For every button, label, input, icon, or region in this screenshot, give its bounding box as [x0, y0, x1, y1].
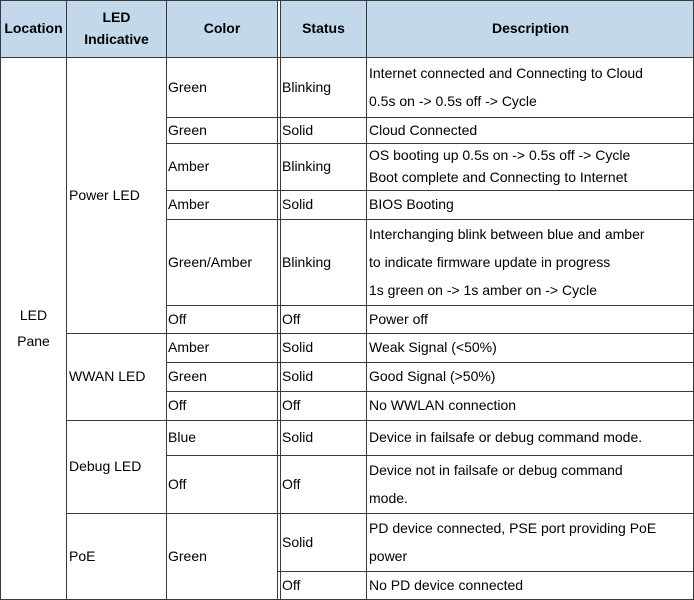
row-12-status-text: Solid — [282, 533, 314, 550]
row-10-status — [280, 420, 367, 455]
row-9-color-text: Off — [168, 397, 187, 414]
row-5-color — [166, 219, 278, 305]
row-3-status — [280, 143, 367, 190]
row-11-desc-line2: mode. — [369, 490, 408, 506]
header-color — [166, 0, 278, 57]
row-12-desc-line2: power — [369, 548, 408, 564]
row-5-desc-line1: Interchanging blink between blue and amber — [369, 226, 645, 242]
row-6-color — [166, 305, 278, 333]
location-line1: LED — [19, 307, 48, 324]
row-10-color — [166, 420, 278, 455]
row-10-color-text: Blue — [168, 429, 197, 446]
grid-line — [366, 0, 367, 600]
row-8-color — [166, 362, 278, 391]
row-4-desc-line1: BIOS Booting — [369, 196, 454, 213]
grid-line — [277, 0, 281, 600]
row-6-status — [280, 305, 367, 333]
row-6-desc-line1: Power off — [369, 310, 428, 327]
row-3-description — [367, 143, 694, 190]
row-1-desc-line1: Internet connected and Connecting to Cloud — [369, 65, 643, 81]
row-11-status — [280, 455, 367, 513]
row-7-status — [280, 333, 367, 362]
grid-line — [166, 117, 694, 118]
row-7-color — [166, 333, 278, 362]
grid-line — [166, 190, 694, 191]
row-2-description — [367, 117, 694, 143]
row-8-description — [367, 362, 694, 391]
location-line2: Pane — [17, 332, 50, 349]
row-11-color-text: Off — [168, 475, 187, 492]
grid-line — [166, 219, 694, 220]
row-10-description — [367, 420, 694, 455]
row-7-color-text: Amber — [168, 339, 210, 356]
row-1-status — [280, 57, 367, 117]
row-5-desc-line3: 1s green on -> 1s amber on -> Cycle — [369, 282, 598, 298]
group-wwan-led — [67, 333, 166, 420]
row-2-color-text: Green — [168, 121, 207, 138]
row-5-status — [280, 219, 367, 305]
row-9-description — [367, 391, 694, 420]
grid-line — [166, 0, 167, 600]
header-description-label: Description — [491, 19, 569, 36]
row-12-description — [367, 513, 694, 571]
row-10-desc-line1: Device in failsafe or debug command mode. — [369, 429, 643, 446]
row-13-desc-line1: No PD device connected — [369, 577, 524, 594]
grid-line — [66, 0, 67, 600]
row-11-status-text: Off — [282, 475, 301, 492]
grid-line — [166, 362, 694, 363]
row-12-color-text: Green — [168, 548, 207, 565]
row-1-description — [367, 57, 694, 117]
grid-line — [166, 305, 694, 306]
grid-line — [166, 143, 694, 144]
header-led-line1: LED — [102, 8, 131, 25]
row-13-status-text: Off — [282, 577, 301, 594]
row-6-status-text: Off — [282, 310, 301, 327]
row-12-status — [280, 513, 367, 571]
row-2-desc-line1: Cloud Connected — [369, 121, 478, 138]
row-4-color — [166, 190, 278, 219]
row-1-color — [166, 57, 278, 117]
location-cell — [0, 57, 67, 600]
row-6-color-text: Off — [168, 310, 187, 327]
grid-line — [66, 420, 694, 421]
row-1-desc-line2: 0.5s on -> 0.5s off -> Cycle — [369, 93, 537, 109]
row-13-description — [367, 571, 694, 600]
row-3-color — [166, 143, 278, 190]
grid-line — [66, 513, 694, 514]
row-9-color — [166, 391, 278, 420]
row-1-status-text: Blinking — [282, 78, 332, 95]
header-color-label: Color — [203, 19, 241, 36]
group-debug-led — [67, 420, 166, 513]
row-9-status-text: Off — [282, 397, 301, 414]
header-status-label: Status — [302, 19, 345, 36]
header-status — [280, 0, 367, 57]
header-location — [0, 0, 67, 57]
row-7-desc-line1: Weak Signal (<50%) — [369, 339, 497, 356]
group-poe — [67, 513, 166, 600]
row-8-status-text: Solid — [282, 368, 314, 385]
row-3-desc-line1: OS booting up 0.5s on -> 0.5s off -> Cycle — [369, 146, 631, 163]
row-4-status-text: Solid — [282, 196, 314, 213]
row-12-color — [166, 513, 278, 600]
row-10-status-text: Solid — [282, 429, 314, 446]
row-7-description — [367, 333, 694, 362]
row-5-desc-line2: to indicate firmware update in progress — [369, 254, 611, 270]
row-2-status-text: Solid — [282, 121, 314, 138]
group-power-led — [67, 57, 166, 333]
header-location-label: Location — [4, 19, 63, 36]
grid-line — [166, 391, 694, 392]
header-description — [367, 0, 694, 57]
row-11-desc-line1: Device not in failsafe or debug command — [369, 462, 623, 478]
row-2-status — [280, 117, 367, 143]
row-2-color — [166, 117, 278, 143]
row-4-color-text: Amber — [168, 196, 210, 213]
grid-line — [0, 0, 694, 1]
row-5-color-text: Green/Amber — [168, 253, 253, 270]
row-8-color-text: Green — [168, 368, 207, 385]
row-5-description — [367, 219, 694, 305]
row-9-status — [280, 391, 367, 420]
grid-line — [278, 571, 694, 572]
grid-line — [0, 0, 1, 600]
row-8-status — [280, 362, 367, 391]
row-12-desc-line1: PD device connected, PSE port providing PoE — [369, 520, 657, 536]
group-poe-label: PoE — [69, 548, 96, 565]
grid-line — [66, 333, 694, 334]
row-11-description — [367, 455, 694, 513]
row-8-desc-line1: Good Signal (>50%) — [369, 368, 496, 385]
row-4-description — [367, 190, 694, 219]
grid-line — [0, 57, 694, 58]
row-4-status — [280, 190, 367, 219]
row-3-status-text: Blinking — [282, 158, 332, 175]
row-13-status — [280, 571, 367, 600]
group-wwan-label: WWAN LED — [69, 368, 146, 385]
row-11-color — [166, 455, 278, 513]
row-1-color-text: Green — [168, 78, 207, 95]
row-7-status-text: Solid — [282, 339, 314, 356]
row-3-desc-line2: Boot complete and Connecting to Internet — [369, 168, 628, 185]
row-9-desc-line1: No WWLAN connection — [369, 397, 517, 414]
group-debug-label: Debug LED — [69, 458, 142, 475]
row-3-color-text: Amber — [168, 158, 210, 175]
header-led-line2: Indicative — [84, 30, 149, 47]
row-5-status-text: Blinking — [282, 253, 332, 270]
group-power-label: Power LED — [69, 186, 140, 203]
row-6-description — [367, 305, 694, 333]
header-led-indicative — [67, 0, 166, 57]
grid-line — [166, 455, 694, 456]
